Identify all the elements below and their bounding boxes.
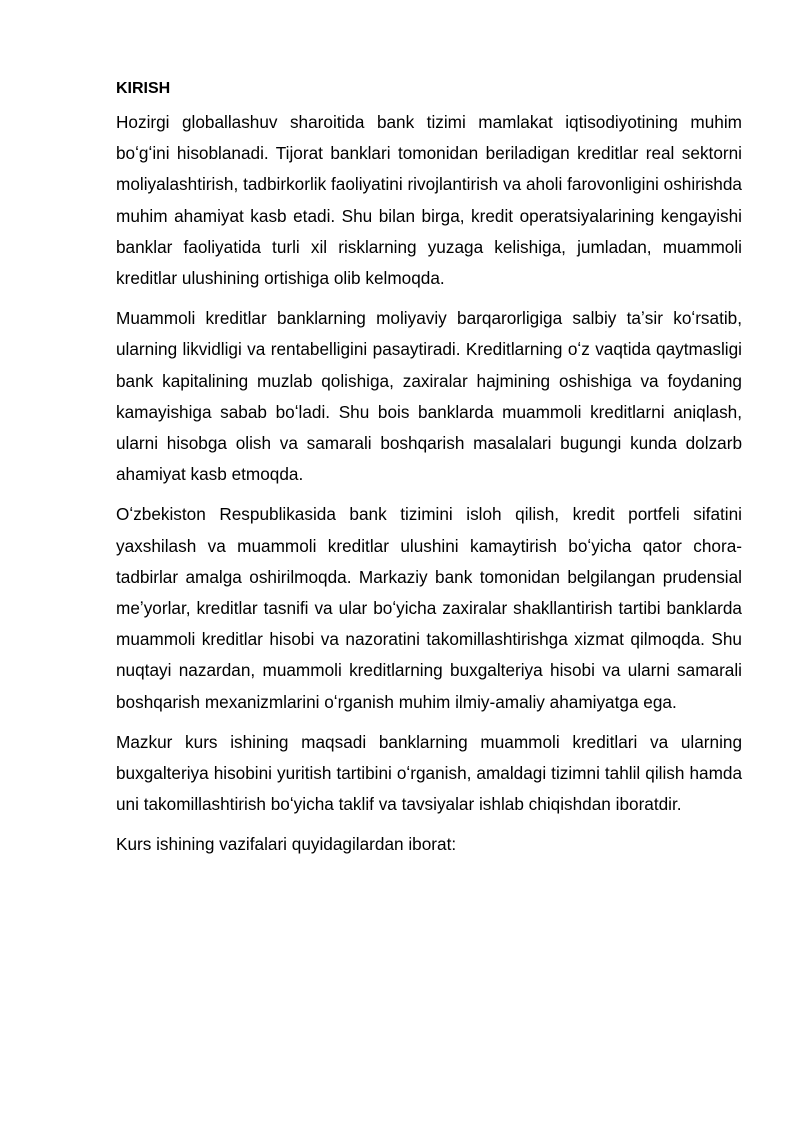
document-page bbox=[116, 76, 742, 870]
paragraph-uzbekistan-reforms: Oʻzbekiston Respublikasida bank tizimini isloh qilish, kredit portfeli sifatini yaxshilash va muammoli kreditlar ulushini kamaytirish boʻyicha qator chora-tadbirlar amalga oshirilmoqda. Markaziy bank tomonidan belgilangan prudensial meʼyorlar, kreditlar tasnifi va ular boʻyicha zaxiralar shakllantirish tartibi banklarda muammoli kreditlar hisobi va nazoratini takomillashtirishga xizmat qilmoqda. Shu nuqtayi nazardan, muammoli kreditlarning buxgalteriya hisobi va ularni samarali boshqarish mexanizmlarini oʻrganish muhim ilmiy-amaliy ahamiyatga ega. bbox=[116, 504, 742, 712]
paragraph-course-tasks: Kurs ishining vazifalari quyidagilardan iborat: bbox=[116, 834, 457, 855]
paragraph-course-goal: Mazkur kurs ishining maqsadi banklarning muammoli kreditlari va ularning buxgalteriya hisobini yuritish tartibini oʻrganish, amaldagi tizimni tahlil qilish hamda uni takomillashtirish boʻyicha taklif va tavsiyalar ishlab chiqishdan iboratdir. bbox=[116, 731, 742, 815]
paragraph-problem-loans: Muammoli kreditlar banklarning moliyaviy barqarorligiga salbiy taʼsir koʻrsatib, ularning likvidligi va rentabelligini pasaytiradi. Kreditlarning oʻz vaqtida qaytmasligi bank kapitalining muzlab qolishiga, zaxiralar hajmining oshishiga va foydaning kamayishiga sabab boʻladi. Shu bois banklarda muammoli kreditlarni aniqlash, ularni hisobga olish va samarali boshqarish masalalari bugungi kunda dolzarb ahamiyat kasb etmoqda. bbox=[116, 308, 742, 485]
section-heading: KIRISH bbox=[116, 80, 171, 97]
paragraph-intro: Hozirgi globallashuv sharoitida bank tizimi mamlakat iqtisodiyotining muhim boʻgʻini hisoblanadi. Tijorat banklari tomonidan beriladigan kreditlar real sektorni moliyalashtirish, tadbirkorlik faoliyatini rivojlantirish va aholi farovonligini oshirishda muhim ahamiyat kasb etadi. Shu bilan birga, kredit operatsiyalarining kengayishi banklar faoliyatida turli xil risklarning yuzaga kelishiga, jumladan, muammoli kreditlar ulushining ortishiga olib kelmoqda. bbox=[116, 112, 742, 289]
